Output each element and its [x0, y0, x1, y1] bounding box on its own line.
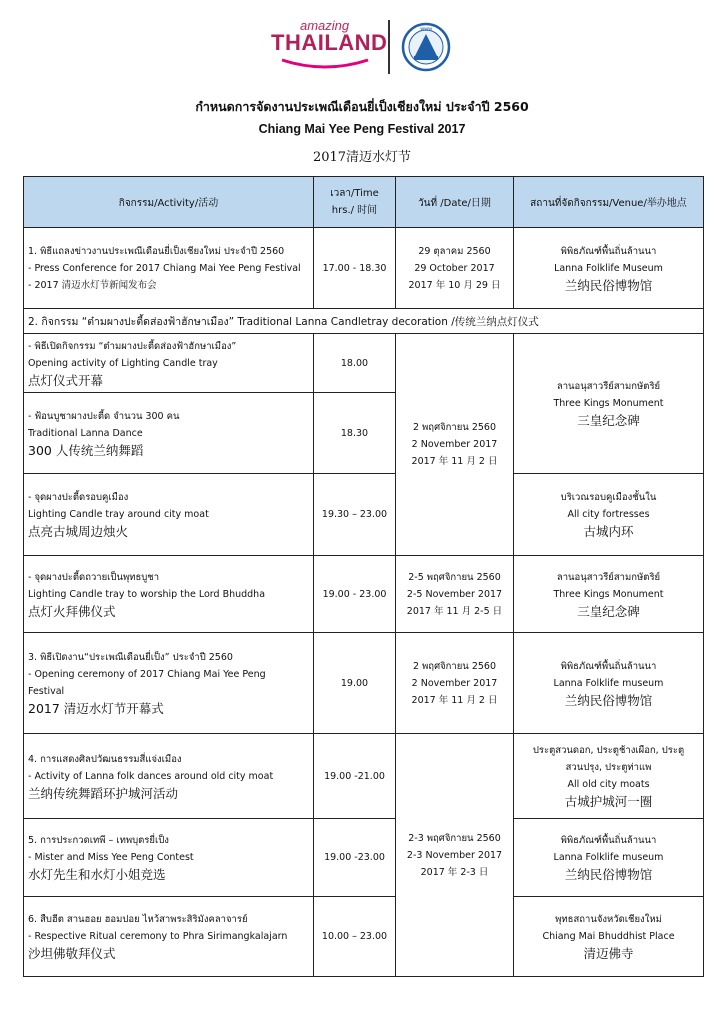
- row2d-activity: [24, 556, 314, 633]
- row2c-activity-chinese: 点亮古城周边烛火: [28, 524, 129, 539]
- row1-venue: [514, 228, 704, 309]
- section2-venue-a-chinese: 三皇纪念碑: [577, 413, 640, 428]
- rows456-date-thai: 2-3 พฤศจิกายน 2560: [408, 832, 501, 844]
- row5-venue-english: Lanna Folklife museum: [553, 852, 664, 863]
- row1-activity: [24, 228, 314, 309]
- row4-activity-chinese: 兰纳传统舞蹈环护城河活动: [28, 785, 179, 801]
- row1-time: 17.00 - 18.30: [314, 228, 396, 309]
- section2-date-chinese: 2017 年 11 月 2 日: [411, 456, 498, 467]
- section2-venue-b-thai: บริเวณรอบคูเมืองชั้นใน: [560, 492, 657, 503]
- row3-activity-thai: 3. พิธีเปิดงาน“ประเพณีเดือนยี่เป็ง” ประจำปี 2560: [28, 652, 233, 663]
- row2d-date: [396, 556, 514, 633]
- row5-activity-thai: 5. การประกวดเทพี – เทพบุตรยี่เป็ง: [28, 835, 169, 846]
- row2a-activity-english: Opening activity of Lighting Candle tray: [28, 357, 218, 369]
- row3-date-english: 2 November 2017: [411, 677, 498, 689]
- schedule-table: [23, 176, 704, 977]
- row1-date-english: 29 October 2017: [414, 262, 495, 274]
- seal-label: ททท: [420, 26, 432, 33]
- table-row: [24, 897, 704, 977]
- row4-activity-english: - Activity of Lanna folk dances around old city moat: [28, 770, 274, 782]
- header-logos: [0, 10, 724, 80]
- section2-header-row: [24, 309, 704, 334]
- row2b-time: 18.30: [314, 393, 396, 474]
- table-row: [24, 334, 704, 393]
- row1-activity-chinese: - 2017 清迈水灯节新闻发布会: [28, 279, 157, 291]
- row2d-venue-thai: ลานอนุสาวรีย์สามกษัตริย์: [556, 571, 661, 583]
- row6-activity-thai: 6. สืบฮีต สานฮอย ฮอมปอย ไหว้สาพระสิริมังคลาจารย์: [28, 914, 248, 925]
- row6-venue-chinese: 清迈佛寺: [583, 946, 634, 961]
- row2d-date-english: 2-5 November 2017: [406, 588, 503, 600]
- header-time-line-1: เวลา/Time: [330, 188, 379, 199]
- tat-seal-icon: [401, 20, 451, 74]
- table-row: [24, 556, 704, 633]
- row4-activity-thai: 4. การแสดงศิลปวัฒนธรรมสี่แจ่งเมือง: [28, 753, 182, 765]
- row2b-activity: [24, 393, 314, 474]
- header-activity: กิจกรรม/Activity/活动: [24, 177, 314, 228]
- row2c-activity: [24, 474, 314, 556]
- row3-activity-english-2: Festival: [28, 686, 65, 697]
- section2-date-english: 2 November 2017: [411, 439, 498, 450]
- row2d-venue-chinese: 三皇纪念碑: [577, 603, 640, 619]
- row3-venue: [514, 633, 704, 734]
- row4-venue-english: All old city moats: [567, 779, 650, 790]
- row1-date-chinese: 2017 年 10 月 29 日: [408, 279, 501, 291]
- row3-venue-thai: พิพิธภัณฑ์พื้นถิ่นล้านนา: [560, 660, 657, 672]
- row5-activity-english: - Mister and Miss Yee Peng Contest: [28, 852, 194, 863]
- row2a-activity-thai: - พิธีเปิดกิจกรรม “ต๋ามผางปะตี้ดส่องฟ้าฮักษาเมือง”: [28, 340, 237, 352]
- row1-activity-thai: 1. พิธีแถลงข่าวงานประเพณีเดือนยี่เป็งเชียงใหม่ ประจำปี 2560: [28, 245, 285, 257]
- row1-date-thai: 29 ตุลาคม 2560: [418, 245, 491, 257]
- header-time-line-2: hrs./ 时间: [331, 205, 378, 216]
- row6-activity-chinese: 沙坦佛敬拜仪式: [28, 946, 116, 961]
- row6-time: 10.00 – 23.00: [314, 897, 396, 977]
- section2-date: [396, 334, 514, 556]
- row5-venue-chinese: 兰纳民俗博物馆: [564, 867, 653, 882]
- row4-venue-thai-2: สวนปรุง, ประตูท่าแพ: [565, 762, 652, 773]
- row2d-activity-chinese: 点灯火拜佛仪式: [28, 603, 116, 619]
- header-date: วันที่ /Date/日期: [396, 177, 514, 228]
- table-row: [24, 228, 704, 309]
- row6-venue-thai: พุทธสถานจังหวัดเชียงใหม่: [555, 914, 662, 925]
- section2-venue-a: [514, 334, 704, 474]
- row2d-activity-english: Lighting Candle tray to worship the Lord Bhuddha: [28, 588, 266, 600]
- row3-venue-chinese: 兰纳民俗博物馆: [564, 692, 653, 708]
- row4-venue: [514, 734, 704, 819]
- row1-activity-english: - Press Conference for 2017 Chiang Mai Yee Peng Festival: [28, 262, 301, 274]
- row5-venue: [514, 819, 704, 897]
- brand-amazing-text: amazing: [300, 18, 350, 33]
- section2-venue-b: [514, 474, 704, 556]
- header-venue: สถานที่จัดกิจกรรม/Venue/举办地点: [514, 177, 704, 228]
- row1-venue-chinese: 兰纳民俗博物馆: [564, 277, 653, 293]
- table-row: [24, 633, 704, 734]
- row1-date: [396, 228, 514, 309]
- row2b-activity-chinese: 300 人传统兰纳舞蹈: [28, 442, 144, 458]
- row4-time: 19.00 -21.00: [314, 734, 396, 819]
- row3-date-thai: 2 พฤศจิกายน 2560: [412, 660, 497, 672]
- section2-date-thai: 2 พฤศจิกายน 2560: [412, 422, 497, 433]
- row3-activity: [24, 633, 314, 734]
- row2d-time: 19.00 - 23.00: [314, 556, 396, 633]
- row2c-time: 19.30 – 23.00: [314, 474, 396, 556]
- table-row: [24, 819, 704, 897]
- row6-venue: [514, 897, 704, 977]
- row2a-time: 18.00: [314, 334, 396, 393]
- table-row: [24, 734, 704, 819]
- row2c-activity-thai: - จุดผางปะตี้ดรอบคูเมือง: [28, 492, 129, 503]
- row2d-date-thai: 2-5 พฤศจิกายน 2560: [408, 571, 501, 583]
- row3-date-chinese: 2017 年 11 月 2 日: [411, 694, 498, 706]
- title-chinese: 2017清迈水灯节: [312, 150, 412, 165]
- row2b-activity-english: Traditional Lanna Dance: [28, 427, 143, 439]
- row2d-activity-thai: - จุดผางปะตี้ดถวายเป็นพุทธบูชา: [28, 571, 160, 583]
- row3-activity-english: - Opening ceremony of 2017 Chiang Mai Yee Peng: [28, 669, 266, 680]
- row6-venue-english: Chiang Mai Bhuddhist Place: [542, 931, 675, 942]
- row5-time: 19.00 -23.00: [314, 819, 396, 897]
- row6-activity-english: - Respective Ritual ceremony to Phra Sirimangkalajarn: [28, 931, 288, 942]
- section2-venue-a-english: Three Kings Monument: [553, 398, 664, 409]
- title-thai: กำหนดการจัดงานประเพณีเดือนยี่เป็งเชียงใหม่ ประจำปี 2560: [195, 99, 529, 114]
- row4-venue-chinese: 古城护城河一圈: [564, 794, 653, 809]
- row5-venue-thai: พิพิธภัณฑ์พื้นถิ่นล้านนา: [560, 835, 657, 846]
- table-header-row: [24, 177, 704, 228]
- rows456-date-english: 2-3 November 2017: [406, 849, 503, 861]
- row2c-activity-english: Lighting Candle tray around city moat: [28, 509, 209, 520]
- row4-venue-thai-1: ประตูสวนดอก, ประตูช้างเผือก, ประตู: [532, 745, 685, 756]
- row1-venue-english: Lanna Folklife Museum: [554, 262, 663, 274]
- header-time: [314, 177, 396, 228]
- row3-time: 19.00: [314, 633, 396, 734]
- section2-venue-a-thai: ลานอนุสาวรีย์สามกษัตริย์: [556, 381, 661, 392]
- row2a-activity: [24, 334, 314, 393]
- row6-activity: [24, 897, 314, 977]
- section2-venue-b-chinese: 古城内环: [583, 524, 634, 539]
- row5-activity-chinese: 水灯先生和水灯小姐竞选: [28, 867, 166, 882]
- row5-activity: [24, 819, 314, 897]
- brand-thailand-text: THAILAND: [271, 30, 388, 55]
- section2-title: 2. กิจกรรม “ต๋ามผางปะตี้ดส่องฟ้าฮักษาเมือง” Traditional Lanna Candletray decoration /传统兰纳点灯仪式: [24, 309, 704, 334]
- row3-date: [396, 633, 514, 734]
- section2-venue-b-english: All city fortresses: [567, 509, 650, 520]
- brand-swoosh-icon: [280, 56, 370, 72]
- row2d-venue-english: Three Kings Monument: [553, 588, 664, 600]
- logo-divider: [388, 20, 390, 74]
- row1-venue-thai: พิพิธภัณฑ์พื้นถิ่นล้านนา: [560, 245, 657, 257]
- table-row: [24, 474, 704, 556]
- row3-venue-english: Lanna Folklife museum: [553, 677, 664, 689]
- rows456-date-chinese: 2017 年 2-3 日: [420, 866, 489, 878]
- row2d-venue: [514, 556, 704, 633]
- row4-activity: [24, 734, 314, 819]
- row2a-activity-chinese: 点灯仪式开幕: [28, 372, 104, 388]
- row2d-date-chinese: 2017 年 11 月 2-5 日: [406, 605, 503, 617]
- row3-activity-chinese: 2017 清迈水灯节开幕式: [28, 701, 164, 716]
- row2b-activity-thai: - ฟ้อนบูชาผางปะตี้ด จำนวน 300 คน: [28, 410, 180, 422]
- rows456-date: [396, 734, 514, 977]
- title-english: Chiang Mai Yee Peng Festival 2017: [258, 122, 466, 136]
